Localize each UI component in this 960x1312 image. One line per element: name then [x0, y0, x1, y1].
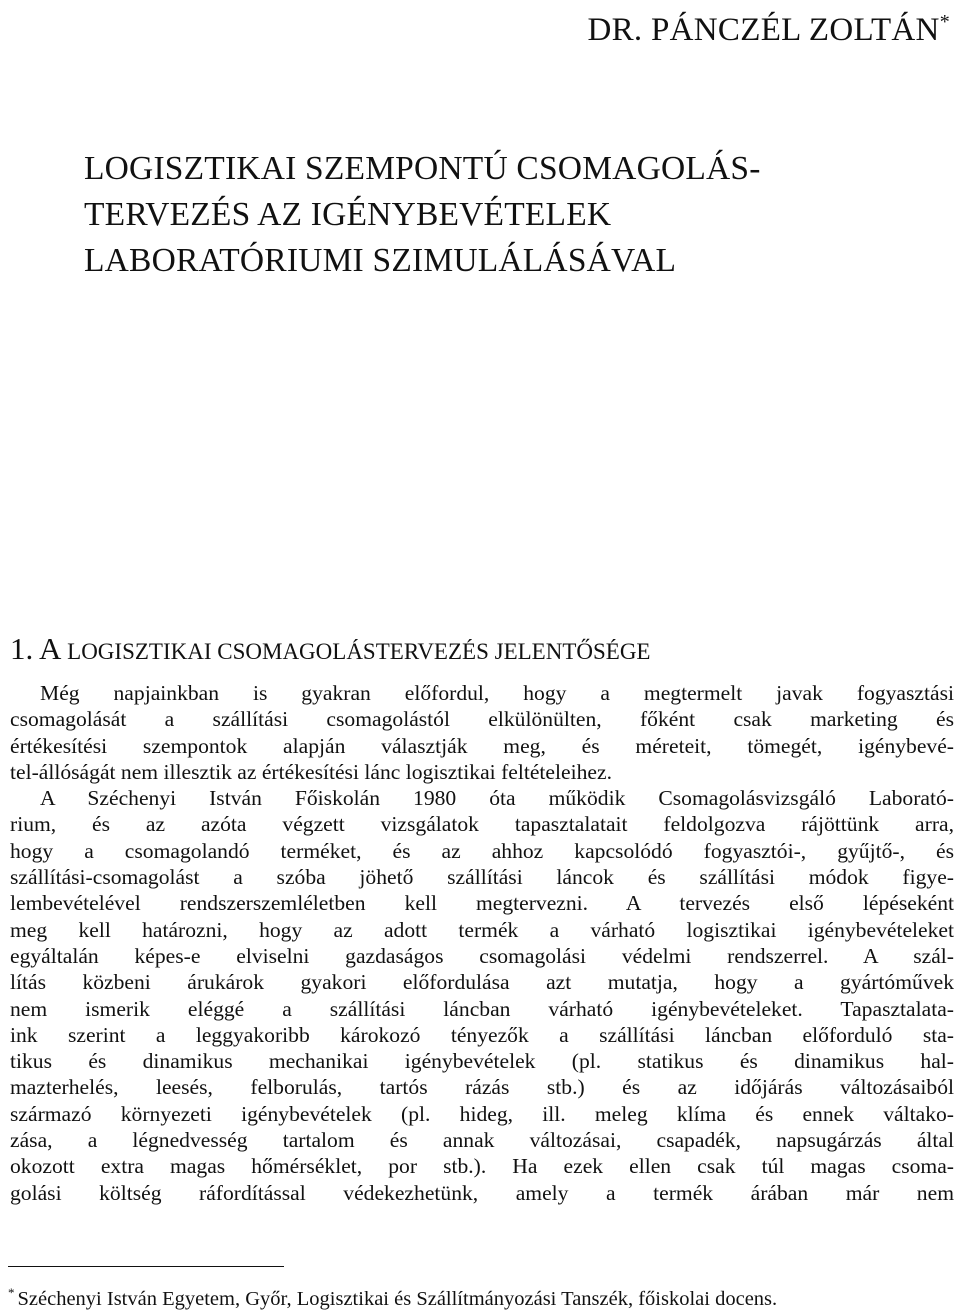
- author-footnote-mark: *: [939, 11, 950, 33]
- body-line: nem ismerik eléggé a szállítási láncban várható igénybevételeket. Tapasztalata-: [10, 996, 954, 1021]
- body-line: golási költség ráfordítással védekezhetünk, amely a termék árában már nem: [10, 1180, 954, 1205]
- body-line: zása, a légnedvesség tartalom és annak változásai, csapadék, napsugárzás által: [10, 1128, 954, 1153]
- body-line: meg kell határozni, hogy az adott termék a várható logisztikai igénybevételeket: [10, 917, 954, 942]
- body-line: szállítási-csomagolást a szóba jöhető szállítási láncok és szállítási módok figye-: [10, 865, 954, 890]
- body-line: ink szerint a leggyakoribb károkozó tényezők a szállítási láncban előforduló sta-: [10, 1022, 954, 1047]
- author-name-text: DR. PÁNCZÉL ZOLTÁN: [587, 12, 940, 48]
- body-line: értékesítési szempontok alapján választják meg, és méreteit, tömegét, igénybevé-: [10, 733, 954, 758]
- body-line: A Széchenyi István Főiskolán 1980 óta működik Csomagolásvizsgáló Laborató-: [40, 786, 954, 811]
- body-line: tel-állóságát nem illesztik az értékesítési lánc logisztikai feltételeihez.: [10, 759, 612, 784]
- body-line: lítás közbeni árukárok gyakori előfordulása azt mutatja, hogy a gyártóművek: [10, 970, 954, 995]
- title-line-2: TERVEZÉS AZ IGÉNYBEVÉTELEK: [84, 196, 612, 233]
- article-title: [84, 146, 904, 284]
- title-line-3: LABORATÓRIUMI SZIMULÁLÁSÁVAL: [84, 242, 677, 279]
- footnote-divider: [8, 1266, 284, 1267]
- footnote: [8, 1280, 952, 1312]
- body-line: Még napjainkban is gyakran előfordul, hogy a megtermelt javak fogyasztási: [40, 681, 954, 705]
- section-heading: [10, 630, 950, 671]
- author-name: [587, 2, 950, 50]
- body-line: hogy a csomagolandó terméket, és az ahhoz kapcsolódó fogyasztói-, gyűjtő-, és: [10, 838, 954, 863]
- body-line: tikus és dinamikus mechanikai igénybevételek (pl. statikus és dinamikus hal-: [10, 1049, 954, 1074]
- body-line: származó környezeti igénybevételek (pl. hideg, ill. meleg klíma és ennek váltako-: [10, 1101, 954, 1126]
- section-number: 1.: [10, 631, 34, 666]
- body-line: lembevételével rendszerszemléletben kell megtervezni. A tervezés első lépéseként: [10, 891, 954, 916]
- body-line: rium, és az azóta végzett vizsgálatok tapasztalatait feldolgozva rájöttünk arra,: [10, 812, 954, 837]
- body-line: csomagolását a szállítási csomagolástól elkülönülten, főként csak marketing és: [10, 707, 954, 732]
- title-line-1: LOGISZTIKAI SZEMPONTÚ CSOMAGOLÁS-: [84, 150, 761, 187]
- footnote-mark: *: [8, 1285, 15, 1300]
- body-line: egyáltalán képes-e elviselni gazdaságos csomagolási védelmi rendszerrel. A szál-: [10, 943, 954, 968]
- footnote-text: Széchenyi István Egyetem, Győr, Logisztikai és Szállítmányozási Tanszék, főiskolai docens.: [17, 1288, 778, 1310]
- body-line: mazterhelés, leesés, felborulás, tartós rázás stb.) és az időjárás változásaiból: [10, 1075, 954, 1100]
- section-heading-text: LOGISZTIKAI CSOMAGOLÁSTERVEZÉS JELENTŐSÉGE: [67, 639, 651, 664]
- section-heading-first-letter: A: [39, 631, 62, 666]
- body-line: okozott extra magas hőmérséklet, por stb.). Ha ezek ellen csak túl magas csoma-: [10, 1154, 954, 1179]
- body-text: [10, 680, 954, 1206]
